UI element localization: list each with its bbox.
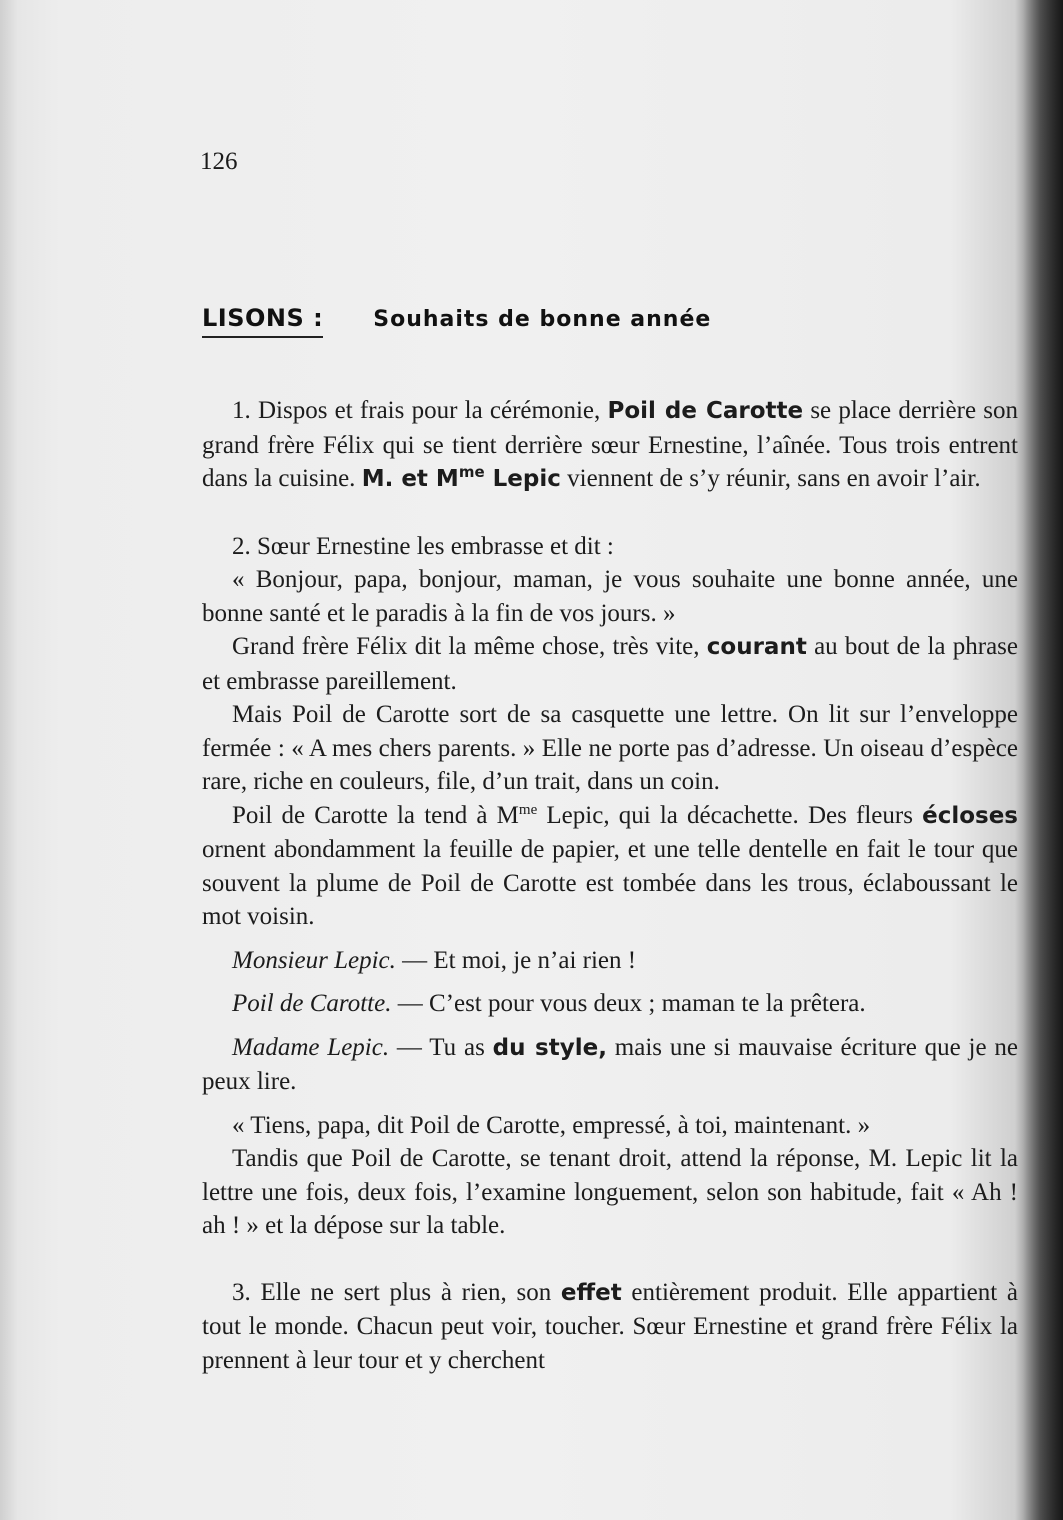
- text-run: Lepic: [484, 466, 561, 492]
- text-run: — C’est pour vous deux ; maman te la prêtera.: [391, 990, 866, 1017]
- text-run: 1. Dispos et frais pour la cérémonie,: [232, 397, 608, 424]
- paragraph-4: [202, 630, 1018, 698]
- text-run: au bout de la phrase et embrasse pareillement.: [202, 633, 1018, 695]
- paragraph-6: [202, 799, 1018, 934]
- text-run: viennent de s’y réunir, sans en avoir l’air.: [560, 465, 981, 492]
- paragraph-5: Mais Poil de Carotte sort de sa casquette une lettre. On lit sur l’enveloppe fermée : « A mes chers parents. » Elle ne porte pas d’adresse. Un oiseau d’espèce rare, riche en couleurs, file, d’un trait, dans un coin.: [202, 701, 1018, 795]
- text-run: 3. Elle ne sert plus à rien, son: [232, 1278, 561, 1306]
- paragraph-gap: [202, 497, 1018, 530]
- text-run: Lepic, qui la décachette. Des fleurs: [537, 801, 923, 829]
- dialogue-gap: [202, 977, 1018, 987]
- paragraph-10: « Tiens, papa, dit Poil de Carotte, empressé, à toi, maintenant. »: [232, 1111, 871, 1139]
- paragraph-gap: [202, 1243, 1018, 1276]
- bold-term: [361, 463, 561, 492]
- section-heading: [202, 304, 711, 338]
- speaker: Madame Lepic.: [232, 1033, 390, 1061]
- paragraph-12: [202, 1276, 1018, 1378]
- dialogue-gap: [202, 1099, 1018, 1109]
- binding-shadow: [1023, 0, 1063, 1520]
- bold-term: écloses: [922, 802, 1018, 829]
- text-run: se place derrière son grand frère Félix qui se tient derrière sœur Ernestine, l’aînée. Tous trois entrent dans la cuisine.: [202, 397, 1019, 492]
- text-run: — Tu as: [389, 1033, 493, 1061]
- superscript: me: [518, 801, 538, 818]
- text-run: ornent abondamment la feuille de papier, et une telle dentelle en fait le tour que souvent la plume de Poil de Carotte est tombée dans les trous, éclaboussant le mot voisin.: [202, 836, 1018, 930]
- dialogue-gap: [202, 934, 1018, 944]
- text-run: entièrement produit. Elle appartient à tout le monde. Chacun peut voir, toucher. Sœur Ernestine et grand frère Félix la prennent à leur tour et y cherchent: [202, 1278, 1018, 1374]
- text-run: — Et moi, je n’ai rien !: [395, 946, 637, 974]
- text-run: mais une si mauvaise écriture que je ne peux lire.: [202, 1033, 1018, 1095]
- superscript: me: [458, 463, 485, 481]
- text-run: Poil de Carotte la tend à M: [232, 801, 519, 829]
- text-run: M. et M: [361, 466, 459, 492]
- bold-term: effet: [560, 1279, 622, 1306]
- dialogue-line-3: [202, 1031, 1018, 1099]
- heading-title: Souhaits de bonne année: [373, 307, 712, 332]
- dialogue-gap: [202, 1021, 1018, 1031]
- bold-term: courant: [706, 634, 807, 660]
- dialogue-line-1: [202, 944, 1018, 978]
- body-text: [202, 394, 1018, 1377]
- dialogue-line-2: [202, 987, 1018, 1021]
- paragraph-2: 2. Sœur Ernestine les embrasse et dit :: [232, 532, 614, 560]
- paragraph-1: [202, 394, 1018, 497]
- heading-label: LISONS :: [202, 304, 323, 338]
- speaker: Poil de Carotte.: [232, 990, 392, 1017]
- speaker: Monsieur Lepic.: [232, 946, 396, 974]
- bold-term: du style,: [492, 1034, 607, 1061]
- page-number: 126: [200, 148, 238, 175]
- text-run: Grand frère Félix dit la même chose, très vite,: [232, 633, 707, 660]
- paragraph-11: Tandis que Poil de Carotte, se tenant droit, attend la réponse, M. Lepic lit la lettre une fois, deux fois, l’examine longuement, selon son habitude, fait « Ah ! ah ! » et la dépose sur la table.: [202, 1145, 1018, 1239]
- paragraph-3: « Bonjour, papa, bonjour, maman, je vous souhaite une bonne année, une bonne santé et le paradis à la fin de vos jours. »: [202, 566, 1018, 627]
- bold-term: Poil de Carotte: [607, 398, 804, 424]
